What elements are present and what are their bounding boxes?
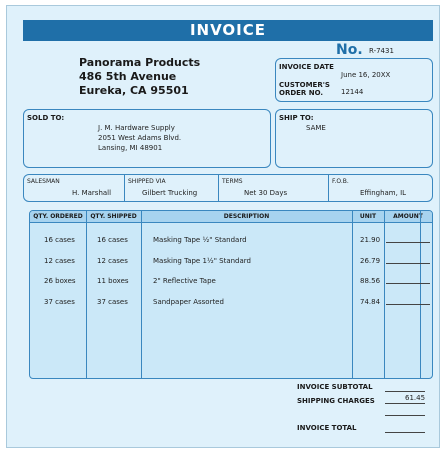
ship-to-label: SHIP TO: xyxy=(279,114,314,122)
invoice-date-label: INVOICE DATE xyxy=(279,63,334,71)
amount-blank xyxy=(386,242,430,243)
invoice-no-label: No. xyxy=(336,42,363,58)
shipped-via-value: Gilbert Trucking xyxy=(142,189,198,197)
total-blank xyxy=(385,432,425,433)
customer-order-label-1: CUSTOMER'S xyxy=(279,81,330,89)
amount-blank xyxy=(386,283,430,284)
col-qty-shipped: QTY. SHIPPED xyxy=(90,213,137,220)
subtotal-blank xyxy=(385,391,425,392)
sold-to-box xyxy=(23,109,271,168)
seller-city: Eureka, CA 95501 xyxy=(79,84,189,97)
column-divider xyxy=(141,211,142,378)
terms-divider xyxy=(218,175,219,201)
terms-row xyxy=(23,174,433,202)
terms-value: Net 30 Days xyxy=(244,189,288,197)
item-shipped: 37 cases xyxy=(97,298,128,306)
invoice-date: June 16, 20XX xyxy=(341,71,391,79)
seller-street: 486 5th Avenue xyxy=(79,70,177,83)
item-ordered: 16 cases xyxy=(44,236,75,244)
column-divider xyxy=(86,211,87,378)
item-description: Sandpaper Assorted xyxy=(153,298,224,306)
sold-to-line-3: Lansing, MI 48901 xyxy=(98,144,163,152)
total-label: INVOICE TOTAL xyxy=(297,424,357,432)
totals-divider xyxy=(385,415,425,416)
col-description: DESCRIPTION xyxy=(223,213,270,220)
item-ordered: 37 cases xyxy=(44,298,75,306)
item-shipped: 16 cases xyxy=(97,236,128,244)
col-qty-ordered: QTY. ORDERED xyxy=(33,213,83,220)
shipping-value: 61.45 xyxy=(405,394,426,402)
item-unit: 26.79 xyxy=(360,257,381,265)
item-ordered: 12 cases xyxy=(44,257,75,265)
column-divider xyxy=(420,211,421,378)
sold-to-line-1: J. M. Hardware Supply xyxy=(98,124,175,132)
shipping-label: SHIPPING CHARGES xyxy=(297,397,375,405)
fob-label: F.O.B. xyxy=(332,178,349,185)
item-description: Masking Tape ½" Standard xyxy=(153,236,247,244)
salesman-value: H. Marshall xyxy=(72,189,112,197)
sold-to-line-2: 2051 West Adams Blvd. xyxy=(98,134,182,142)
customer-order-no: 12144 xyxy=(341,88,364,96)
terms-divider xyxy=(328,175,329,201)
invoice-no: R-7431 xyxy=(369,47,394,55)
item-description: Masking Tape 1½" Standard xyxy=(153,257,251,265)
invoice-info-box xyxy=(275,58,433,102)
item-unit: 74.84 xyxy=(360,298,381,306)
terms-divider xyxy=(124,175,125,201)
item-ordered: 26 boxes xyxy=(44,277,76,285)
column-divider xyxy=(384,211,385,378)
customer-order-label-2: ORDER NO. xyxy=(279,89,324,97)
shipping-underline xyxy=(385,403,425,404)
invoice-sheet xyxy=(6,5,440,448)
shipped-via-label: SHIPPED VIA xyxy=(128,178,166,185)
ship-to-value: SAME xyxy=(306,124,326,132)
column-divider xyxy=(352,211,353,378)
salesman-label: SALESMAN xyxy=(27,178,60,185)
ship-to-box xyxy=(275,109,433,168)
items-table xyxy=(29,210,433,379)
item-shipped: 11 boxes xyxy=(97,277,129,285)
fob-value: Effingham, IL xyxy=(360,189,407,197)
subtotal-label: INVOICE SUBTOTAL xyxy=(297,383,373,391)
item-unit: 21.90 xyxy=(360,236,381,244)
col-unit: UNIT xyxy=(359,213,377,220)
table-header xyxy=(30,211,432,223)
col-amount: AMOUNT xyxy=(393,213,423,220)
invoice-title: INVOICE xyxy=(23,20,433,41)
terms-label: TERMS xyxy=(222,178,243,185)
sold-to-label: SOLD TO: xyxy=(27,114,65,122)
item-shipped: 12 cases xyxy=(97,257,128,265)
amount-blank xyxy=(386,304,430,305)
item-unit: 88.56 xyxy=(360,277,381,285)
seller-name: Panorama Products xyxy=(79,56,201,69)
amount-blank xyxy=(386,263,430,264)
item-description: 2" Reflective Tape xyxy=(153,277,216,285)
